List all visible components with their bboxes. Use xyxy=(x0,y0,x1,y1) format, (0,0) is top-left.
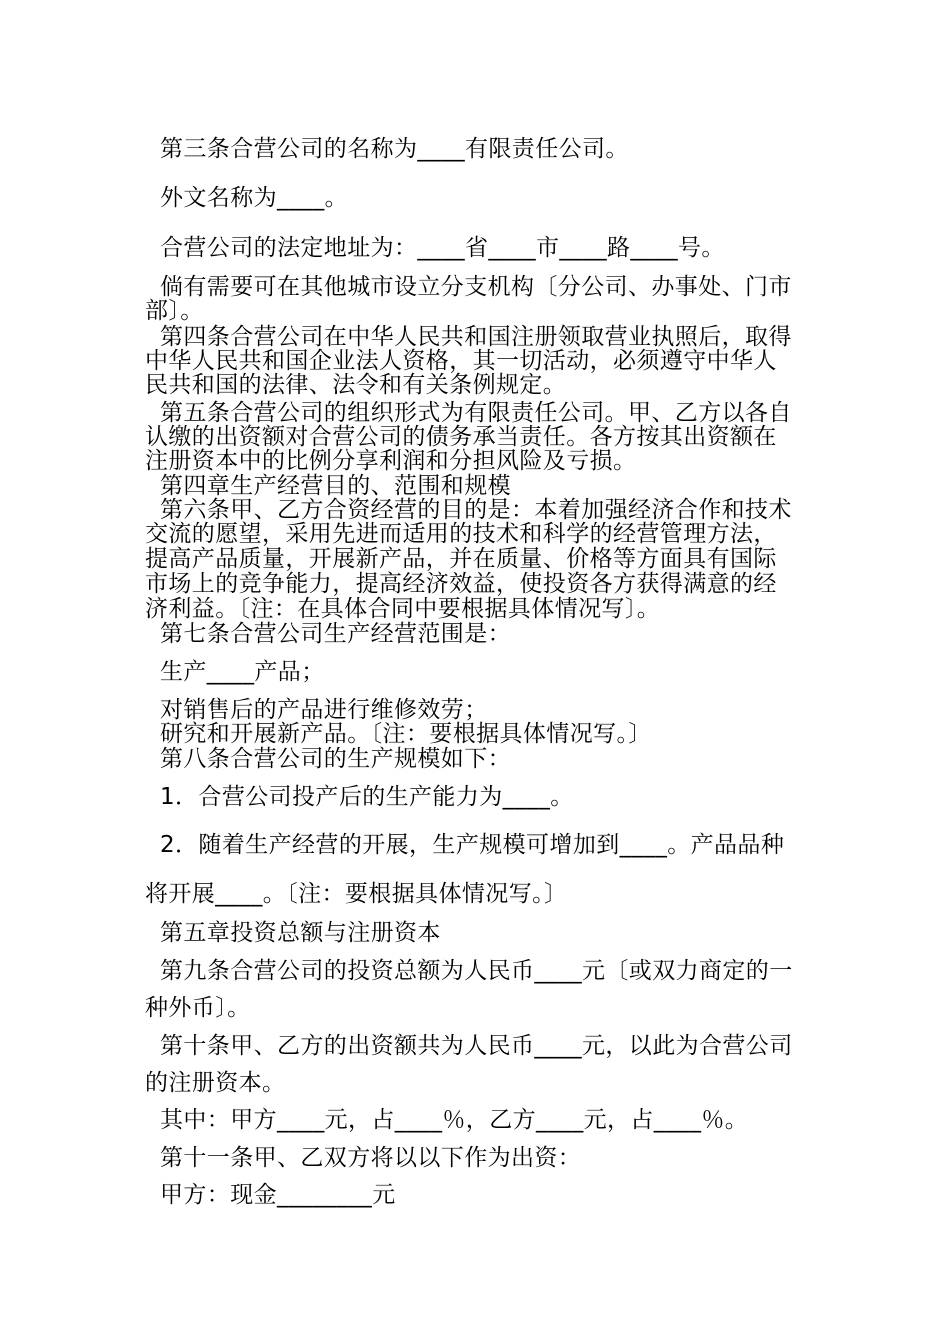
article-6-line-2: 交流的愿望，采用先进而适用的技术和科学的经营管理方法， xyxy=(145,521,777,547)
article-10-line-2: 的注册资本。 xyxy=(145,1070,286,1096)
article-9-line-1: 第九条合营公司的投资总额为人民币____元〔或双力商定的一 xyxy=(160,958,793,984)
article-4-line-1: 第四条合营公司在中华人民共和国注册领取营业执照后，取得 xyxy=(160,324,792,350)
article-6-line-1: 第六条甲、乙方合资经营的目的是：本着加强经济合作和技术 xyxy=(160,497,792,523)
capital-split: 其中：甲方____元，占____％，乙方____元，占____％。 xyxy=(160,1107,749,1133)
scope-maintenance: 对销售后的产品进行维修效劳； xyxy=(160,697,488,723)
article-6-line-3: 提高产品质量，开展新产品，并在质量、价格等方面具有国际 xyxy=(145,546,777,572)
article-8: 第八条合营公司的生产规模如下： xyxy=(160,746,511,772)
branch-line-2: 部〕。 xyxy=(145,298,204,324)
scale-item-2-line-2: 将开展____。〔注：要根据具体情况写。〕 xyxy=(145,881,568,907)
article-7: 第七条合营公司生产经营范围是： xyxy=(160,621,511,647)
scale-item-2-line-1: 2．随着生产经营的开展，生产规模可增加到____。产品品种 xyxy=(160,832,785,858)
article-6-line-4: 市场上的竞争能力，提高经济效益，使投资各方获得满意的经 xyxy=(145,571,777,597)
legal-address: 合营公司的法定地址为：____省____市____路____号。 xyxy=(160,235,725,261)
chapter-5-heading: 第五章投资总额与注册资本 xyxy=(160,920,441,946)
article-9-line-2: 种外币〕。 xyxy=(145,995,251,1021)
article-5-line-1: 第五条合营公司的组织形式为有限责任公司。甲、乙方以各自 xyxy=(160,400,792,426)
article-4-line-2: 中华人民共和国企业法人资格，其一切活动，必须遵守中华人 xyxy=(145,348,777,374)
chapter-4-heading: 第四章生产经营目的、范围和规模 xyxy=(160,473,511,499)
article-4-line-3: 民共和国的法律、法令和有关条例规定。 xyxy=(145,372,567,398)
article-3-name: 第三条合营公司的名称为____有限责任公司。 xyxy=(160,136,629,162)
article-10-line-1: 第十条甲、乙方的出资额共为人民币____元，以此为合营公司 xyxy=(160,1033,793,1059)
article-11: 第十一条甲、乙双方将以以下作为出资： xyxy=(160,1145,582,1171)
article-5-line-3: 注册资本中的比例分享利润和分担风险及亏损。 xyxy=(145,448,637,474)
scope-production: 生产____产品； xyxy=(160,659,325,685)
branch-line-1: 倘有需要可在其他城市设立分支机构〔分公司、办事处、门市 xyxy=(160,274,792,300)
party-a-cash: 甲方：现金________元 xyxy=(160,1182,396,1208)
scope-research: 研究和开展新产品。〔注：要根据具体情况写。〕 xyxy=(160,721,652,747)
article-6-line-5: 济利益。〔注：在具体合同中要根据具体情况写〕。 xyxy=(145,596,661,622)
scale-item-1: 1．合营公司投产后的生产能力为____。 xyxy=(160,784,574,810)
article-5-line-2: 认缴的出资额对合营公司的债务承当责任。各方按其出资额在 xyxy=(145,424,777,450)
foreign-name: 外文名称为____。 xyxy=(160,185,348,211)
